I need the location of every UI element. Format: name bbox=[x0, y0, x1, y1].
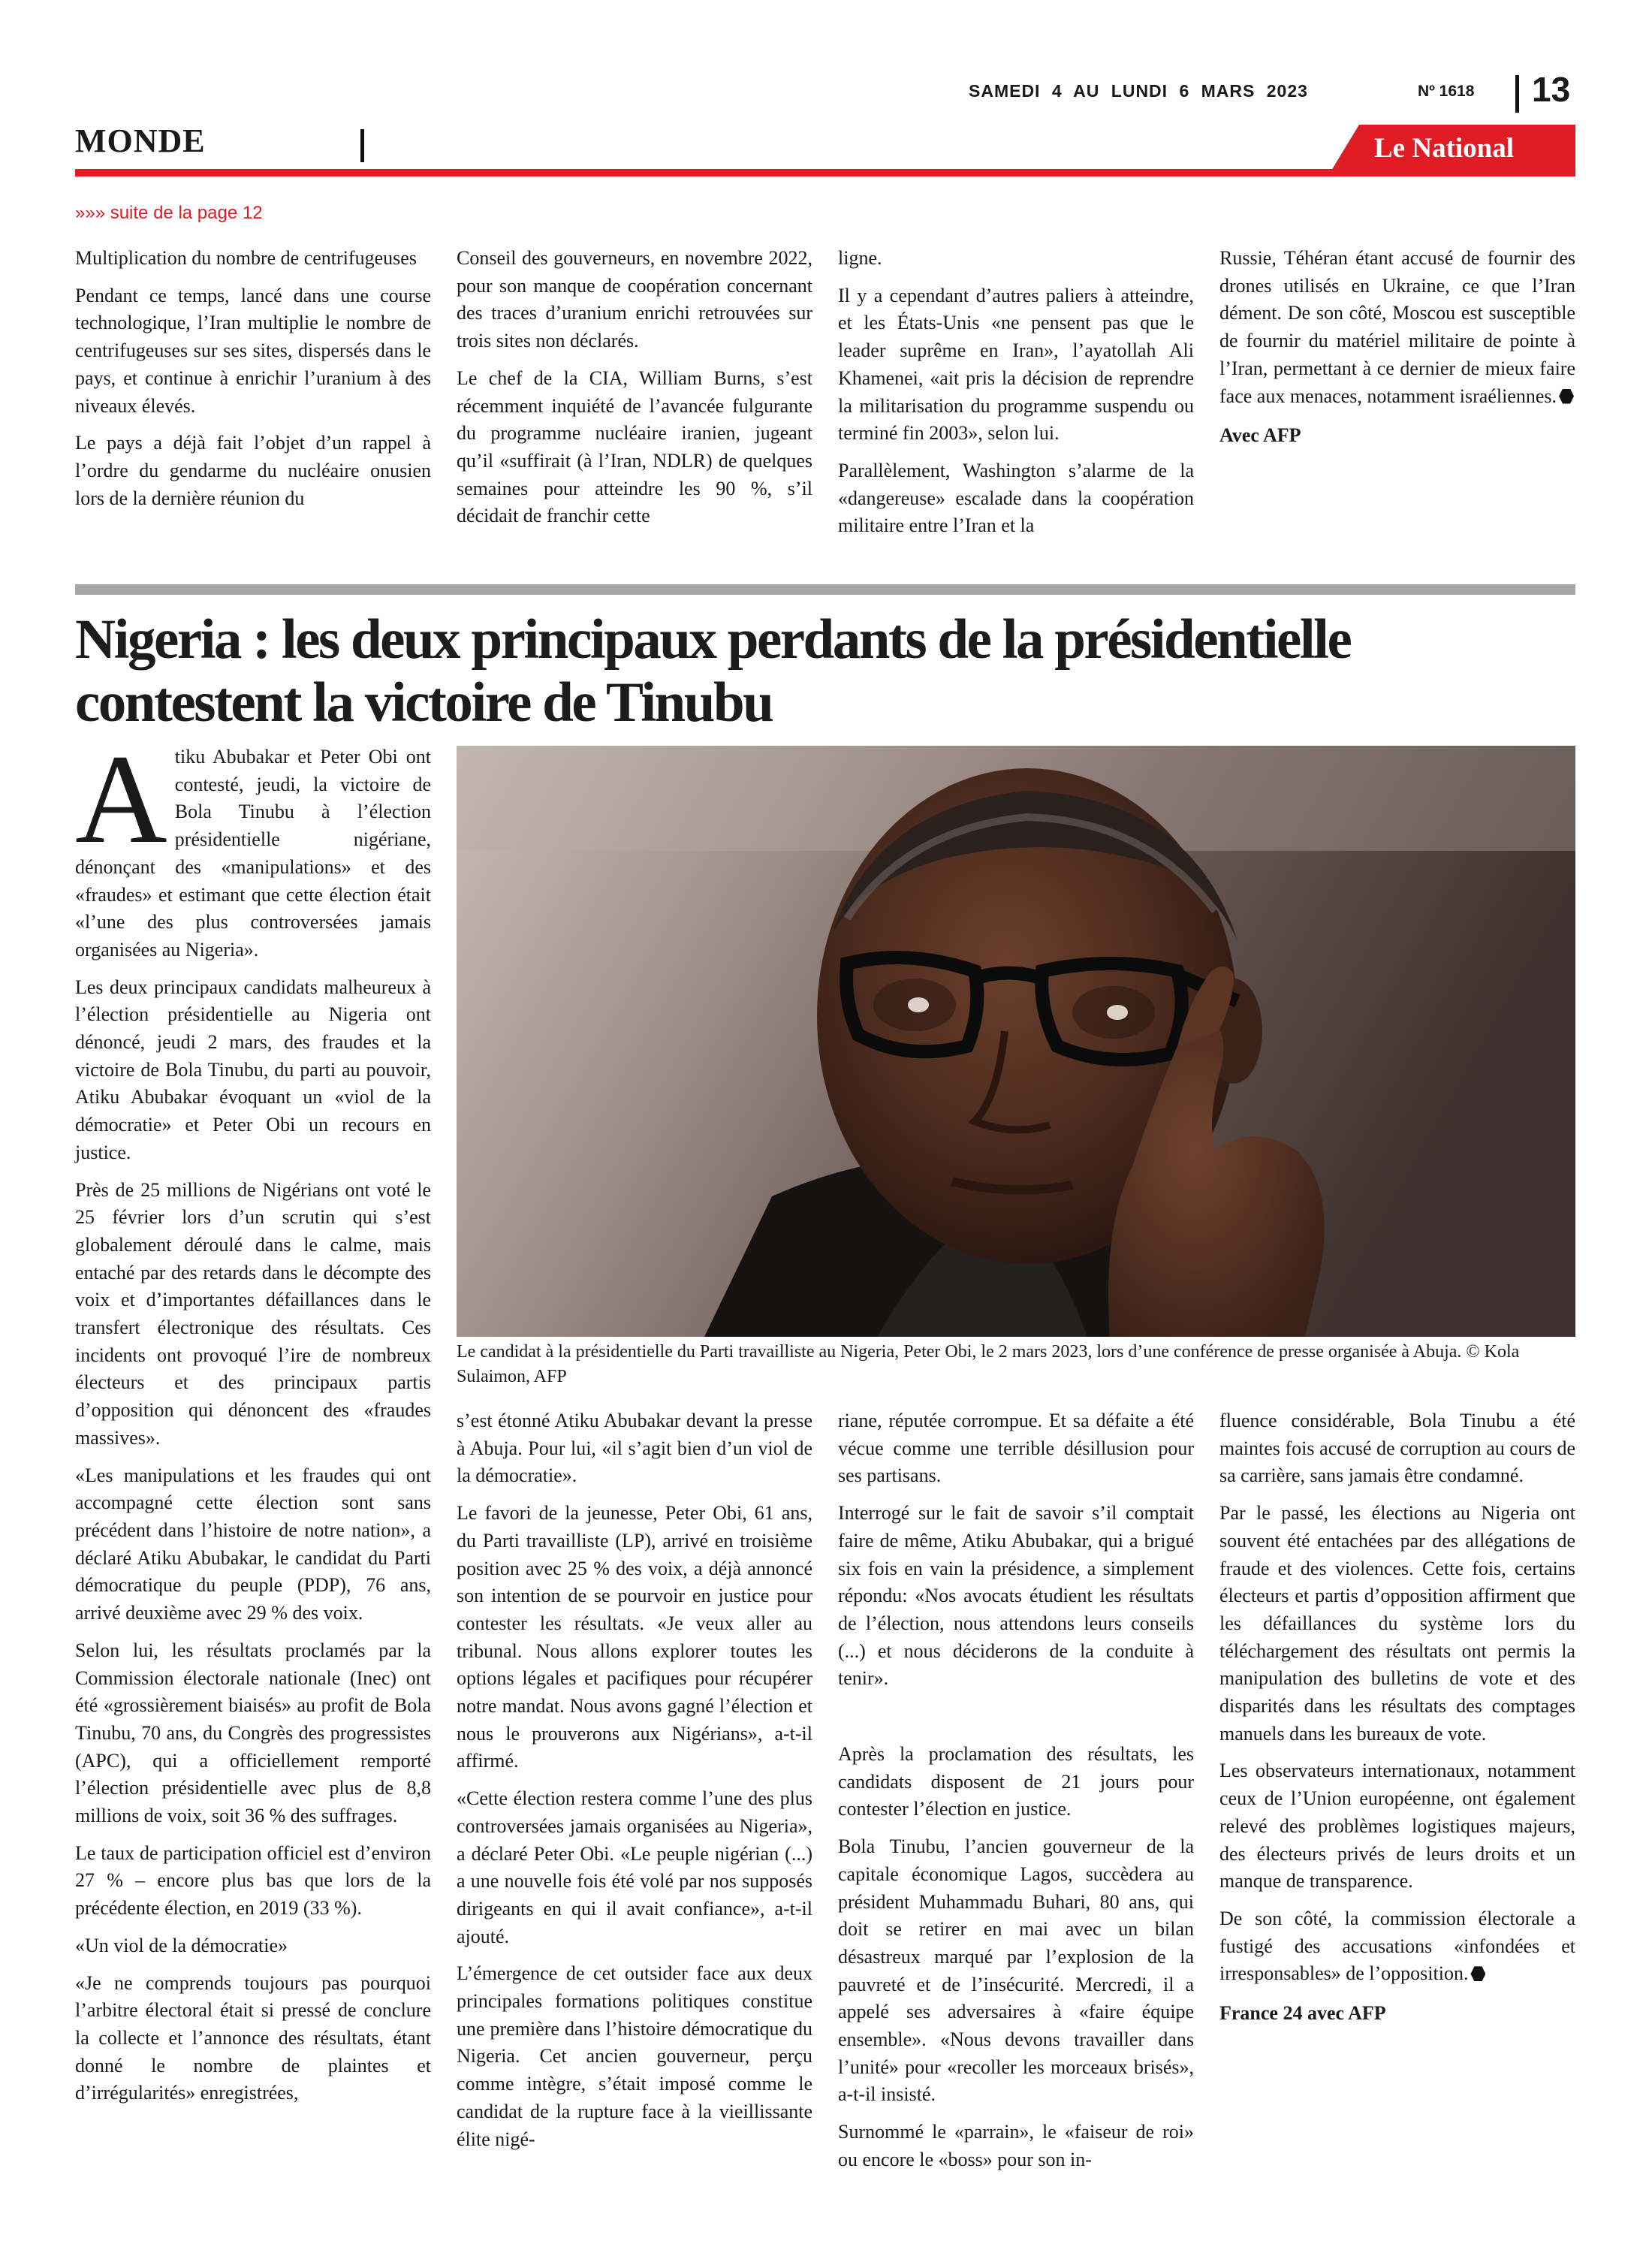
article-signature: Avec AFP bbox=[1219, 424, 1301, 447]
paragraph: Le taux de participation officiel est d’environ 27 % – encore plus bas que lors de la précédente élection, en 2019 (33 %). bbox=[75, 1841, 431, 1920]
page-number: 13 bbox=[1532, 70, 1571, 109]
paragraph: Les observateurs internationaux, notamment ceux de l’Union européenne, ont également relevé des problèmes logistiques majeurs, des électeurs privés de leurs droits et un manque de transparence. bbox=[1219, 1760, 1575, 1893]
paragraph: s’est étonné Atiku Abubakar devant la presse à Abuja. Pour lui, «il s’agit bien d’un viol de la démocratie». bbox=[457, 1410, 812, 1487]
photo-caption: Le candidat à la présidentielle du Parti travailliste au Nigeria, Peter Obi, le 2 mars 2023, lors d’une conférence de presse organisée à Abuja. © Kola Sulaimon, AFP bbox=[457, 1342, 1520, 1386]
paragraph bbox=[1219, 1905, 1575, 1988]
top-article-column-2 bbox=[457, 245, 812, 540]
end-mark-icon bbox=[1470, 1966, 1485, 1981]
paragraph: Bola Tinubu, l’ancien gouverneur de la capitale économique Lagos, succèdera au président Muhammadu Buhari, 80 ans, qui doit se retirer en mai avec un bilan désastreux marqué par l’explosion de la pauvreté et de l’insécurité. Mercredi, il a appelé ses adversaires à «faire équipe ensemble». «Nous devons travailler dans l’unité» pour «recoller les morceaux brisés», a-t-il insisté. bbox=[838, 1835, 1194, 2106]
paragraph: «Cette élection restera comme l’une des plus controversées jamais organisées au Nigeria», a déclaré Peter Obi. «Le peuple nigérian (...) a une nouvelle fois été volé par nos supposés dirigeants en qui il avait confiance», a-t-il ajouté. bbox=[457, 1787, 812, 1947]
paragraph: Surnommé le «parrain», le «faiseur de roi» ou encore le «boss» pour son in- bbox=[838, 2121, 1194, 2170]
main-article-column-3 bbox=[838, 1407, 1194, 2184]
section-separator bbox=[360, 129, 364, 162]
paragraph bbox=[1219, 245, 1575, 410]
main-article-column-1 bbox=[75, 728, 431, 2117]
main-article-column-2 bbox=[457, 1407, 812, 2163]
paragraph-text: De son côté, la commission électorale a fustigé des accusations «infondées et irresponsables» de l’opposition. bbox=[1219, 1907, 1575, 1985]
paragraph: Conseil des gouverneurs, en novembre 2022, pour son manque de coopération concernant des traces d’uranium enrichi retrouvées sur trois sites non déclarés. bbox=[457, 247, 812, 352]
paragraph-text: Russie, Téhéran étant accusé de fournir des drones utilisés en Ukraine, ce que l’Iran dément. De son côté, Moscou est susceptible de fournir du matériel militaire de pointe à l’Iran, permettant à ce dernier de mieux faire face aux menaces, notamment israéliennes. bbox=[1219, 247, 1575, 407]
paragraph: fluence considérable, Bola Tinubu a été maintes fois accusé de corruption au cours de sa carrière, sans jamais être condamné. bbox=[1219, 1410, 1575, 1487]
subheading: Multiplication du nombre de centrifugeuses bbox=[75, 247, 417, 269]
top-article-column-4 bbox=[1219, 245, 1575, 460]
article-signature: France 24 avec AFP bbox=[1219, 2002, 1386, 2025]
top-article-column-3 bbox=[838, 245, 1194, 550]
lead-paragraph bbox=[75, 728, 431, 964]
main-article-column-4 bbox=[1219, 1407, 1575, 2037]
paragraph: Par le passé, les élections au Nigeria ont souvent été entachées par des allégations de fraude et des violences. Cette fois, certains électeurs et partis d’opposition affirment que les défaillances du système lors du téléchargement des résultats ont permis la manipulation des bulletins de vote et des disparités dans les résultats des comptages manuels dans les bureaux de vote. bbox=[1219, 1502, 1575, 1745]
paragraph: Près de 25 millions de Nigérians ont voté le 25 février lors d’un scrutin qui s’est globalement déroulé dans le calme, mais entaché par des retards dans le décompte des voix et d’importantes défaillances dans le transfert électronique des résultats. Ces incidents ont provoqué l’ire de nombreux électeurs et des principaux partis d’opposition qui dénoncent des «fraudes massives». bbox=[75, 1178, 431, 1449]
paragraph: ligne. bbox=[838, 247, 882, 269]
paragraph: Le favori de la jeunesse, Peter Obi, 61 ans, du Parti travailliste (LP), arrivé en troisième position avec 25 % des voix, a déjà annoncé son intention de se pourvoir en justice pour contester les résultats. «Je veux aller au tribunal. Nous allons explorer toutes les options légales et pacifiques pour récupérer notre mandat. Nous avons gagné l’élection et nous le prouverons aux Nigérians», a-t-il affirmé. bbox=[457, 1502, 812, 1772]
paragraph: Selon lui, les résultats proclamés par la Commission électorale nationale (Inec) ont été «grossièrement biaisés» au profit de Bola Tinubu, 70 ans, du Congrès des progressistes (APC), qui a officiellement remporté l’élection présidentielle avec plus de 8,8 millions de voix, soit 36 % des suffrages. bbox=[75, 1639, 431, 1827]
paragraph: Après la proclamation des résultats, les candidats disposent de 21 jours pour contester l’élection en justice. bbox=[838, 1743, 1194, 1820]
paragraph: Les deux principaux candidats malheureux à l’élection présidentielle au Nigeria ont dénoncé, jeudi 2 mars, des fraudes et la victoire de Bola Tinubu, du parti au pouvoir, Atiku Abubakar évoquant un «viol de la démocratie» et Peter Obi un recours en justice. bbox=[75, 976, 431, 1163]
end-mark-icon bbox=[1559, 389, 1574, 404]
header-red-rule bbox=[75, 169, 1575, 176]
paragraph: L’émergence de cet outsider face aux deux principales formations politiques constitue une première dans l’histoire démocratique du Nigeria. Cet ancien gouverneur, perçu comme intègre, s’était imposé comme le candidat de la rupture face à la vieillissante élite nigé- bbox=[457, 1962, 812, 2150]
issue-date: SAMEDI 4 AU LUNDI 6 MARS 2023 bbox=[969, 81, 1308, 101]
newspaper-brand: Le National bbox=[1374, 133, 1515, 164]
headline: Nigeria : les deux principaux perdants de la présidentielle contestent la victoire de Tinubu bbox=[75, 608, 1351, 734]
article-photo bbox=[457, 746, 1575, 1337]
top-article-column-1 bbox=[75, 245, 431, 522]
paragraph: «Je ne comprends toujours pas pourquoi l’arbitre électoral était si pressé de conclure la collecte et l’annonce des résultats, étant donné le nombre de plaintes et d’irrégularités» enregistrées, bbox=[75, 1971, 431, 2104]
paragraph: «Les manipulations et les fraudes qui ont accompagné cette élection sont sans précédent dans l’histoire de notre nation», a déclaré Atiku Abubakar, le candidat du Parti démocratique du peuple (PDP), 76 ans, arrivé deuxième avec 29 % des voix. bbox=[75, 1464, 431, 1624]
paragraph: Le chef de la CIA, William Burns, s’est récemment inquiété de l’avancée fulgurante du programme nucléaire iranien, jugeant qu’il «suffirait (à l’Iran, NDLR) de quelques semaines pour atteindre les 90 %, s’il décidait de franchir cette bbox=[457, 366, 812, 527]
issue-number: Nº 1618 bbox=[1418, 83, 1475, 100]
paragraph: riane, réputée corrompue. Et sa défaite a été vécue comme une terrible désillusion pour ses partisans. bbox=[838, 1410, 1194, 1487]
paragraph: Il y a cependant d’autres paliers à atteindre, et les États-Unis «ne pensent pas que le leader suprême en Iran», l’ayatollah Ali Khamenei, «ait pris la décision de reprendre la militarisation du programme suspendu ou terminé fin 2003», selon lui. bbox=[838, 284, 1194, 445]
lead-text: tiku Abubakar et Peter Obi ont contesté, jeudi, la victoire de Bola Tinubu à l’élection présidentielle nigériane, dénonçant des «manipulations» et des «fraudes» et estimant que cette élection était «l’une des plus controversées jamais organisées au Nigeria». bbox=[75, 746, 431, 961]
section-title: MONDE bbox=[75, 122, 206, 159]
paragraph: Pendant ce temps, lancé dans une course technologique, l’Iran multiplie le nombre de centrifugeuses sur ses sites, dispersés dans le pays, et continue à enrichir l’uranium à des niveaux élevés. bbox=[75, 284, 431, 417]
subheading: «Un viol de la démocratie» bbox=[75, 1934, 288, 1956]
header-separator bbox=[1515, 75, 1519, 113]
article-divider bbox=[75, 584, 1575, 595]
portrait-illustration bbox=[457, 746, 1575, 1337]
paragraph: Interrogé sur le fait de savoir s’il comptait faire de même, Atiku Abubakar, qui a brigué six fois en vain la présidence, a simplement répondu: «Nos avocats étudient les résultats de l’élection, nous attendons leurs conseils (...) et nous déciderons de la conduite à tenir». bbox=[838, 1502, 1194, 1690]
continuation-note: »»» suite de la page 12 bbox=[75, 203, 263, 223]
drop-cap: A bbox=[75, 728, 167, 870]
paragraph: Le pays a déjà fait l’objet d’un rappel à l’ordre du gendarme du nucléaire onusien lors de la dernière réunion du bbox=[75, 432, 431, 509]
paragraph: Parallèlement, Washington s’alarme de la «dangereuse» escalade dans la coopération militaire entre l’Iran et la bbox=[838, 459, 1194, 537]
